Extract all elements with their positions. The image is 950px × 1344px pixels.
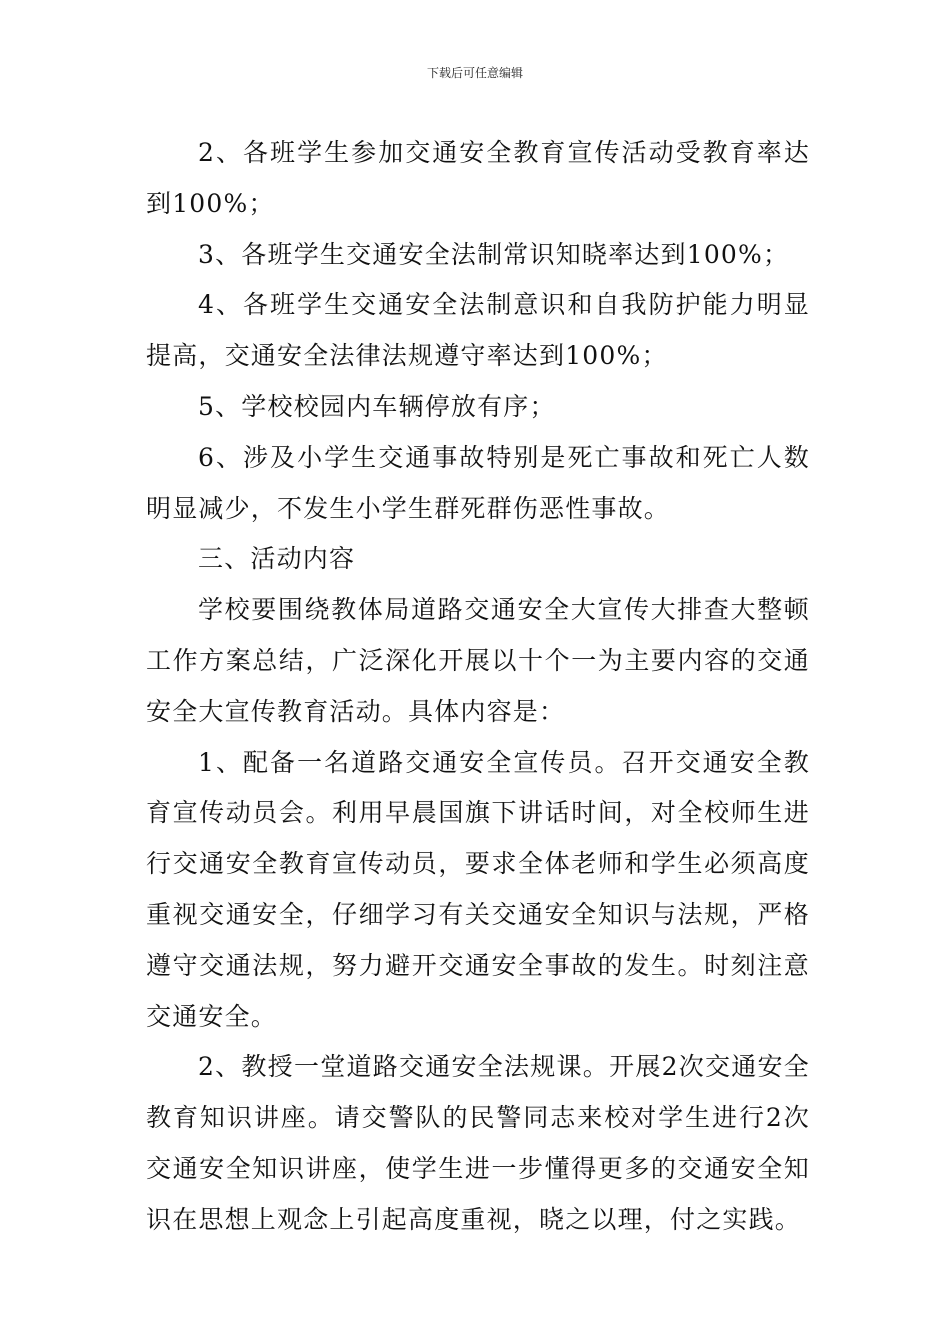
paragraph-activity-intro: 学校要围绕教体局道路交通安全大宣传大排查大整顿工作方案总结，广泛深化开展以十个一为主要内容的交通安全大宣传教育活动。具体内容是： bbox=[146, 595, 810, 726]
paragraph-goal-6: 6、涉及小学生交通事故特别是死亡事故和死亡人数明显减少，不发生小学生群死群伤恶性事故。 bbox=[146, 442, 810, 523]
paragraph-goal-5: 5、学校校园内车辆停放有序； bbox=[198, 391, 556, 421]
paragraph-goal-2: 2、各班学生参加交通安全教育宣传活动受教育率达到100%； bbox=[146, 138, 810, 218]
paragraph-goal-4: 4、各班学生交通安全法制意识和自我防护能力明显提高，交通安全法律法规遵守率达到100%； bbox=[146, 290, 810, 371]
section-heading-activity-content: 三、活动内容 bbox=[198, 544, 356, 574]
paragraph-activity-2: 2、教授一堂道路交通安全法规课。开展2次交通安全教育知识讲座。请交警队的民警同志来校对学生进行2次交通安全知识讲座，使学生进一步懂得更多的交通安全知识在思想上观念上引起高度重视，晓之以理，付之实践。 bbox=[146, 1052, 810, 1234]
paragraph-goal-3: 3、各班学生交通安全法制常识知晓率达到100%； bbox=[198, 239, 790, 269]
page-header: 下载后可任意编辑 bbox=[426, 66, 523, 80]
document-body bbox=[146, 128, 810, 1246]
paragraph-activity-1: 1、配备一名道路交通安全宣传员。召开交通安全教育宣传动员会。利用早晨国旗下讲话时间，对全校师生进行交通安全教育宣传动员，要求全体老师和学生必须高度重视交通安全，仔细学习有关交通安全知识与法规，严格遵守交通法规，努力避开交通安全事故的发生。时刻注意交通安全。 bbox=[146, 747, 810, 1031]
